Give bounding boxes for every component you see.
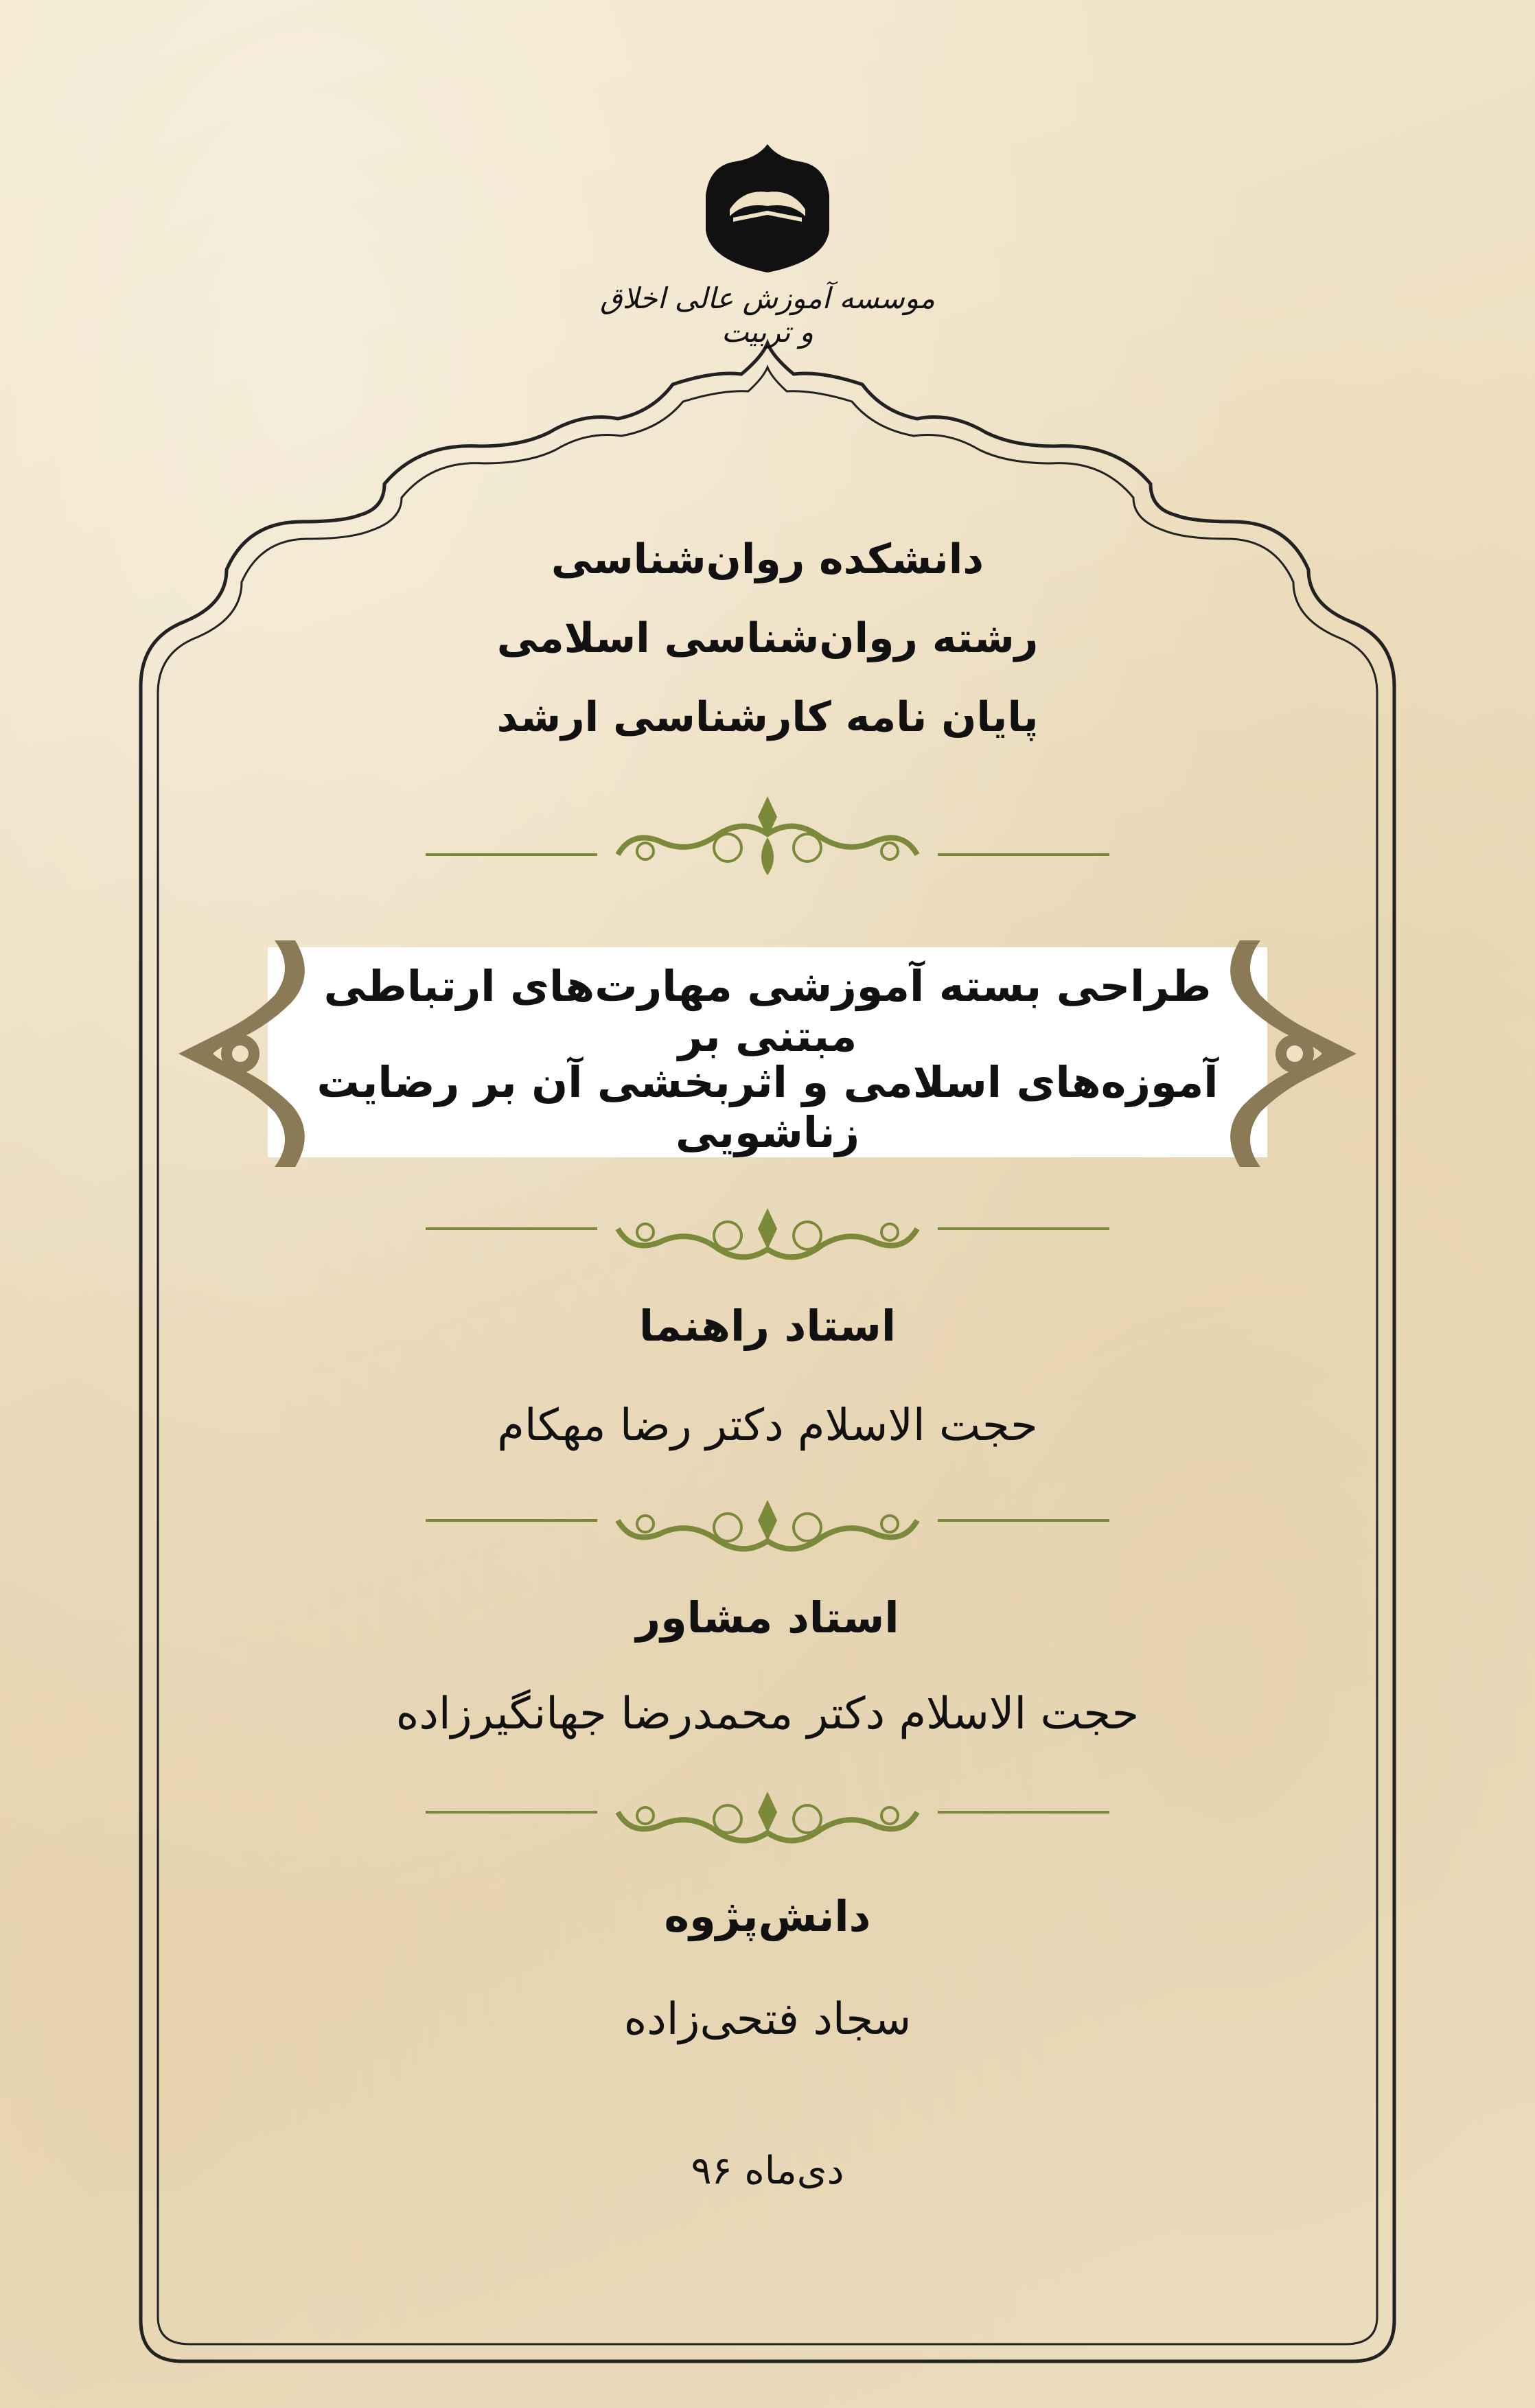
student-label: دانش‌پژوه xyxy=(664,1891,871,1941)
thesis-title-line-1: طراحی بسته آموزشی مهارت‌های ارتباطی مبتنی بر xyxy=(323,961,1212,1061)
date: دی‌ماه ۹۶ xyxy=(691,2149,844,2193)
thesis-type: پایان نامه کارشناسی ارشد xyxy=(496,693,1039,741)
advisor-label: استاد مشاور xyxy=(636,1593,899,1643)
institute-emblem-icon xyxy=(702,141,833,275)
ornament-divider-3 xyxy=(426,1479,1109,1568)
student-name: سجاد فتحی‌زاده xyxy=(623,1994,912,2045)
supervisor-label: استاد راهنما xyxy=(638,1301,897,1351)
advisor-name: حجت الاسلام دکتر محمدرضا جهانگیرزاده xyxy=(395,1689,1140,1739)
logo-caption: موسسه آموزش عالی اخلاق و تربیت xyxy=(600,281,935,349)
supervisor-name: حجت الاسلام دکتر رضا مهکام xyxy=(497,1400,1038,1451)
ornament-divider-2 xyxy=(426,1188,1109,1277)
faculty-name: دانشکده روان‌شناسی xyxy=(551,535,984,583)
field-name: رشته روان‌شناسی اسلامی xyxy=(496,614,1039,662)
ornament-divider-4 xyxy=(426,1771,1109,1860)
ornament-divider-1 xyxy=(426,789,1109,879)
thesis-title-line-2: آموزه‌های اسلامی و اثربخشی آن بر رضایت زناشویی xyxy=(316,1057,1219,1157)
